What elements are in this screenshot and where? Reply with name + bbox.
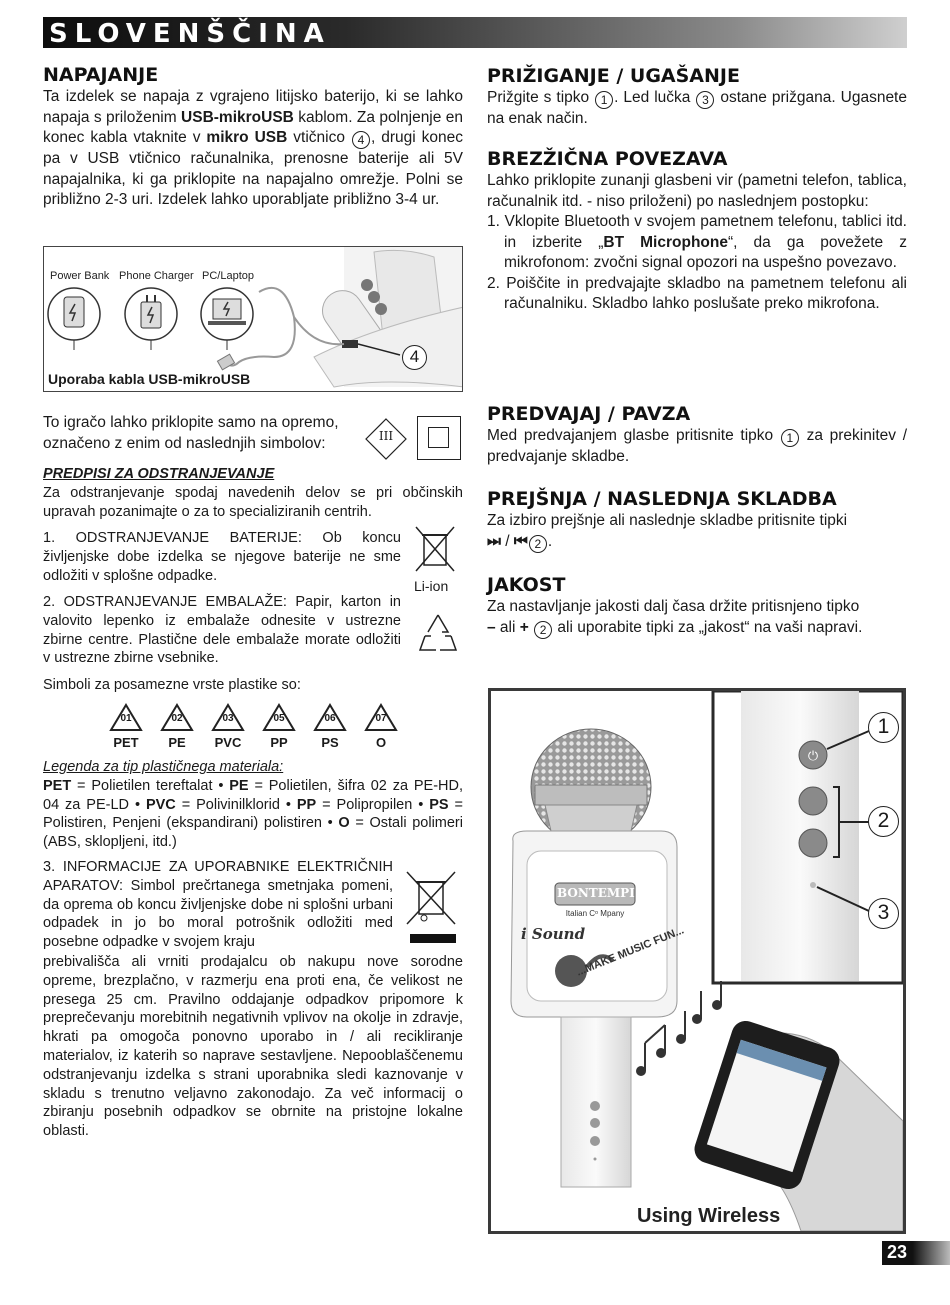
bt-title: BREZŽIČNA POVEZAVA (487, 148, 728, 170)
plastic-intro (43, 676, 463, 695)
napajanje-title: NAPAJANJE (43, 64, 159, 86)
class-iii-symbol-icon (364, 417, 408, 461)
play-title: PREDVAJAJ / PAVZA (487, 403, 691, 425)
section-track (487, 488, 907, 553)
text-run: Med predvajanjem glasbe pritisnite tipko (487, 427, 780, 444)
plastic-code-label: PS (321, 735, 339, 750)
prizig-text (487, 88, 907, 130)
brand-sub: Italian Cᵒ Mpany (565, 909, 625, 918)
track-buttons (487, 532, 907, 553)
plastic-code-pet-icon (106, 702, 146, 750)
text-run: . (547, 532, 553, 550)
plastic-code-pvc-icon (208, 702, 248, 750)
legend-value: = Polietilen tereftalat • (71, 777, 230, 794)
plastic-code-o-icon (361, 702, 401, 750)
text-run: ali (495, 618, 520, 636)
section-vol (487, 574, 907, 639)
section-play (487, 403, 907, 468)
brand-logo: BONTEMPI (557, 886, 635, 900)
plus-sign: + (519, 618, 529, 636)
callout-number: 1 (781, 429, 799, 447)
weee-bar (410, 934, 456, 943)
text-run: Prižgite s tipko (487, 89, 595, 106)
plastic-code-label: PET (113, 735, 139, 750)
prizig-title: PRIŽIGANJE / UGAŠANJE (487, 65, 740, 87)
play-text (487, 426, 907, 468)
section-prizig (487, 65, 907, 130)
slogan: ...MAKE MUSIC FUN... (574, 924, 686, 979)
plastic-code-number: 02 (171, 713, 183, 724)
page-number-tab (882, 1241, 950, 1265)
microphone-drawing (491, 691, 903, 1231)
plastic-code-number: 03 (222, 713, 234, 724)
bt-intro: Lahko priklopite zunanji glasbeni vir (pametni telefon, tablica, računalnik itd. - niso priloženi) po naslednjem postopku: (487, 172, 907, 210)
svg-text:⏻: ⏻ (807, 749, 819, 764)
symbols-text (43, 413, 363, 454)
callout-3: 3 (868, 898, 899, 929)
plastic-code-number: 06 (324, 713, 336, 724)
plastic-code-ps-icon (310, 702, 350, 750)
predpisi-intro: Za odstranjevanje spodaj navedenih delov se pri občinskih upravah pozanimajte o za to specializiranih centrih. (43, 484, 463, 520)
li-ion-label: Li-ion (414, 578, 449, 594)
legend-value: = Polietilen, šifra 02 za PE-HD, 04 za PE-LD • (43, 777, 463, 813)
text-run: za prekinitev / predvajanje skladbe. (487, 427, 908, 465)
text-run: ali uporabite tipki za „jakost“ na vaši napravi. (553, 618, 863, 636)
battery-disposal-text: 1. ODSTRANJEVANJE BATERIJE: Ob koncu življenjske dobe izdelka se njegove baterije ne sme odložiti v splošne odpadke. (43, 530, 401, 584)
callout-number: 1 (595, 91, 613, 109)
packaging-disposal (43, 593, 401, 668)
bt-step-1 (487, 212, 907, 274)
track-title: PREJŠNJA / NASLEDNJA SKLADBA (487, 488, 837, 510)
plastic-legend (43, 758, 463, 852)
predpisi-title: PREDPISI ZA ODSTRANJEVANJE (43, 466, 275, 482)
plastic-code-label: PVC (214, 735, 242, 750)
plastic-code-pe-icon (157, 702, 197, 750)
legend-value: = Polivinilklorid • (175, 796, 297, 813)
section-predpisi (43, 465, 463, 521)
vol-text-2 (487, 618, 907, 639)
plastic-codes (106, 702, 406, 752)
plastic-code-number: 01 (120, 713, 132, 724)
legend-key: PP (296, 796, 317, 813)
napajanje-text (43, 87, 463, 211)
text-run: . Led lučka (614, 89, 696, 106)
product-caption: Using Wireless (637, 1205, 781, 1227)
bold-run: USB-mikroUSB (181, 108, 294, 126)
bt-step-2: 2. Poiščite in predvajajte skladbo na pametnem telefonu ali računalniku. Skladbo lahko poslušate preko mikrofona. (487, 274, 907, 312)
usb-charging-figure (43, 246, 463, 392)
double-insulation-icon (417, 416, 461, 460)
legend-value: = Polistiren, Penjeni (ekspandirani) polistiren • (43, 796, 463, 832)
section-bt (487, 148, 907, 315)
weee-info (43, 858, 393, 952)
legend-key: PVC (145, 796, 176, 813)
plastic-code-label: PE (168, 735, 186, 750)
plastic-code-pp-icon (259, 702, 299, 750)
section-napajanje (43, 64, 463, 211)
text-run: “, da ga povežete z mikrofonom: zvočni signal opozori na uspešno povezavo. (504, 233, 907, 271)
crossed-bin-battery-icon (414, 525, 456, 575)
weee-text-a: 3. INFORMACIJE ZA UPORABNIKE ELEKTRIČNIH APARATOV: Simbol prečrtanega smetnjaka pomeni, da oprema ob koncu življenjske dobe ni splošni urbani odpadek in jo bo moral potrošnik odložiti med posebne odpadke v svojem kraju (43, 859, 393, 951)
callout-1: 1 (868, 712, 899, 743)
callout-number: 3 (696, 91, 714, 109)
page-number: 23 (887, 1242, 908, 1262)
plastic-code-label: PP (270, 735, 288, 750)
language-title: SLOVENŠČINA (49, 19, 331, 49)
label-phone-charger: Phone Charger (119, 270, 194, 282)
bold-run: mikro USB (206, 129, 288, 146)
legend-key: PE (229, 777, 249, 794)
text-run: ostane prižgana. Ugasnete na enak način. (487, 89, 907, 127)
plastic-code-label: O (375, 735, 387, 750)
legend-key: PET (43, 777, 72, 794)
callout-number: 4 (352, 131, 370, 149)
callout-number: 2 (529, 535, 547, 553)
text-run: 1. Vklopite Bluetooth v svojem pametnem telefonu, tablici itd. in izberite „ (487, 213, 907, 251)
callout-number: 2 (534, 621, 552, 639)
language-banner (43, 17, 907, 48)
vol-title: JAKOST (487, 574, 566, 596)
bold-run: BT Microphone (603, 233, 728, 251)
symbols-paragraph: To igračo lahko priklopite samo na opremo, označeno z enim od naslednjih simbolov: (43, 414, 339, 452)
legend-value: = Polipropilen • (316, 796, 430, 813)
separator: / (500, 532, 514, 550)
next-track-icon: ⏭ (487, 532, 501, 550)
weee-crossed-bin-icon (405, 870, 457, 928)
class-iii-label: III (378, 429, 394, 443)
callout-2: 2 (868, 806, 899, 837)
text-run: vtičnico (287, 129, 351, 146)
plastic-code-number: 07 (375, 713, 387, 724)
plastic-code-number: 05 (273, 713, 285, 724)
figure-caption: Uporaba kabla USB-mikroUSB (48, 371, 251, 387)
callout-4: 4 (402, 345, 427, 370)
product-illustration (488, 688, 906, 1234)
label-pc-laptop: PC/Laptop (202, 270, 254, 282)
track-text: Za izbiro prejšnje ali naslednje skladbe pritisnite tipki (487, 512, 848, 529)
legend-text (43, 777, 463, 852)
minus-sign: – (487, 618, 496, 636)
legend-value: = Ostali polimeri (ABS, sklopljeni, itd.) (43, 815, 463, 851)
vol-text: Za nastavljanje jakosti dalj časa držite pritisnjeno tipko (487, 598, 860, 615)
legend-title: Legenda za tip plastičnega materiala: (43, 759, 284, 775)
legend-key: PS (429, 796, 449, 813)
legend-key: O (338, 815, 350, 832)
text-run: kablom. Za polnjenje en konec kabla vtaknite v (43, 108, 463, 146)
recycle-icon (418, 612, 458, 656)
label-power-bank: Power Bank (50, 270, 110, 282)
weee-text-b: prebivališča ali vrniti prodajalcu ob nakupu nove sorodne opreme, brezplačno, v razmerju ena proti ena, če velikost ne presega 25 cm. Pravilno oddajanje odpadkov pripomore k preprečevanju morebitnih negativnih vplivov na okolje in zdravje, hkrati pa omogoča ponovno uporabo in / ali recikliranje materialov, iz katerih so naprave sestavljene. Nepooblaščenemu odstranjevanju izdelka s strani uporabnika sledi kaznovanje v skladu s trenutno veljavno zakonodajo. Za več informacij o zbiranju posebnih odpadkov se obrnite na pristojne lokalne oblasti. (43, 954, 463, 1140)
text-run: Ta izdelek se napaja z vgrajeno litijsko baterijo, ki se lahko napaja s priloženim (43, 88, 463, 126)
plastic-intro-text: Simboli za posamezne vrste plastike so: (43, 677, 301, 693)
packaging-disposal-text: 2. ODSTRANJEVANJE EMBALAŽE: Papir, karton in valovito lepenko iz embalaže odnesite v ustrezne zbirne centre. Plastične dele embalaže morate odložiti v ustrezne zbirne vsebnike. (43, 594, 401, 667)
isound-logo: i Sound (521, 925, 586, 943)
text-run: , drugi konec pa v USB vtičnico računalnika, prenosne baterije ali 5V napajalnika, ki ga priklopite na napajalno omrežje. Polni se približno 2-3 uri. Izdelek lahko uporabljate približno 3-4 ur. (43, 129, 463, 208)
weee-info-cont (43, 953, 463, 1141)
prev-track-icon: ⏮ (513, 532, 528, 550)
battery-disposal (43, 529, 401, 585)
